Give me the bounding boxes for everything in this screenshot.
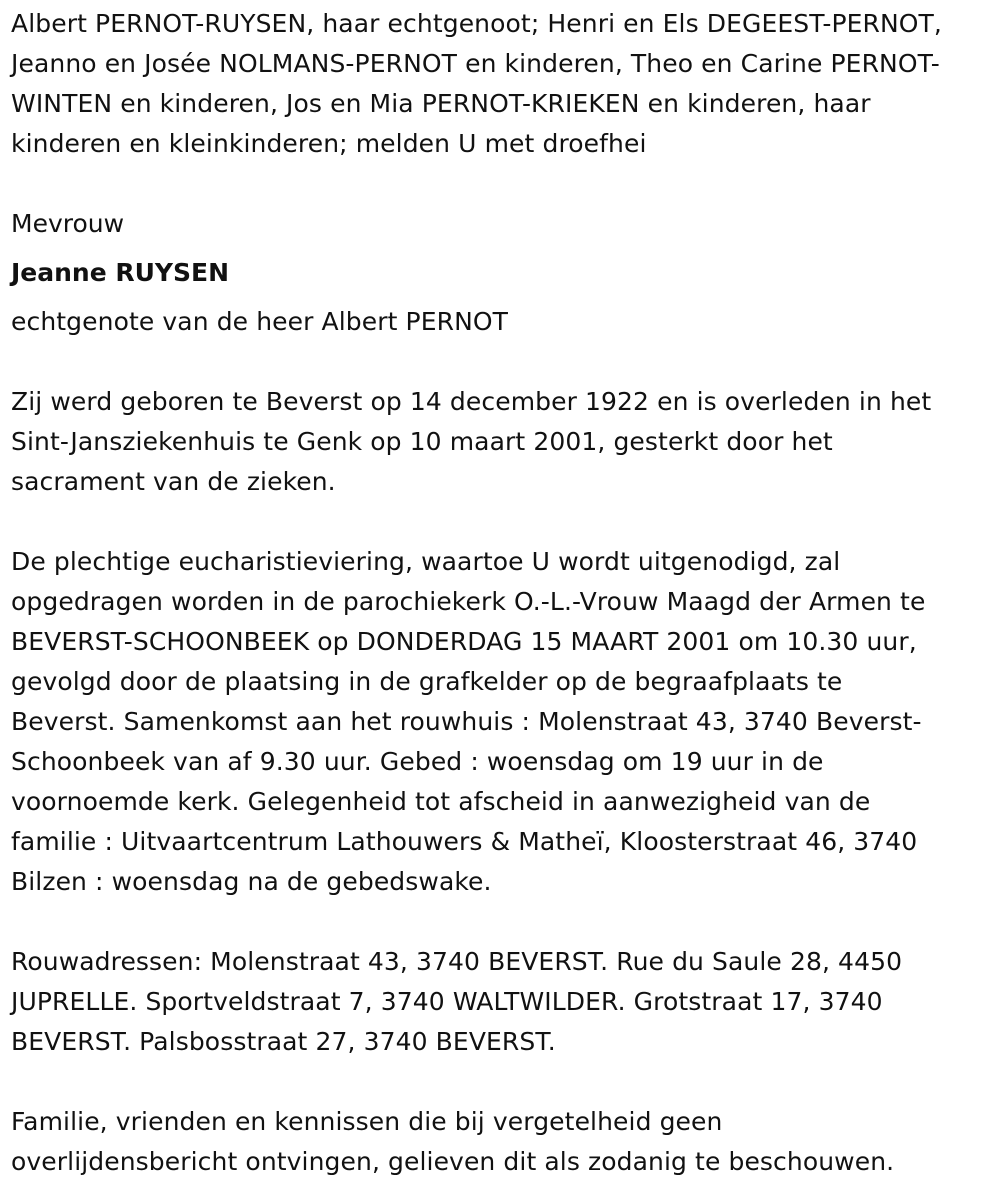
ceremony-paragraph: De plechtige eucharistieviering, waartoe U wordt uitgenodigd, zal opgedragen worden in de parochiekerk O.-L.-Vrouw Maagd der Armen te BEVERST-SCHOONBEEK op DONDERDAG 15 MAART 2001 om 10.30 uur, gevolgd door de plaatsing in de grafkelder op de begraafplaats te Beverst. Samenkomst aan het rouwhuis : Molenstraat 43, 3740 Beverst- Schoonbeek van af 9.30 uur. Gebed : woensdag om 19 uur in de voornoemde kerk. Gelegenheid tot afscheid in aanwezigheid van de familie : Uitvaartcentrum Lathouwers & Matheï, Kloosterstraat 46, 3740 Bilzen : woensdag na de gebedswake. <box>11 547 926 896</box>
spacer <box>11 342 996 382</box>
spouse-line: echtgenote van de heer Albert PERNOT <box>11 307 509 336</box>
obituary-notice <box>11 4 996 1182</box>
addresses-paragraph: Rouwadressen: Molenstraat 43, 3740 BEVERST. Rue du Saule 28, 4450 JUPRELLE. Sportveldstraat 7, 3740 WALTWILDER. Grotstraat 17, 3740 BEVERST. Palsbosstraat 27, 3740 BEVERST. <box>11 947 903 1056</box>
closing-paragraph: Familie, vrienden en kennissen die bij vergetelheid geen overlijdensbericht ontvingen, gelieven dit als zodanig te beschouwen. <box>11 1107 895 1176</box>
spacer <box>11 902 996 942</box>
spacer <box>11 502 996 542</box>
spacer <box>11 164 996 204</box>
honorific-title: Mevrouw <box>11 209 125 238</box>
deceased-name: Jeanne RUYSEN <box>11 258 230 287</box>
intro-paragraph: Albert PERNOT-RUYSEN, haar echtgenoot; Henri en Els DEGEEST-PERNOT, Jeanno en Josée NOLMANS-PERNOT en kinderen, Theo en Carine PERNOT- WINTEN en kinderen, Jos en Mia PERNOT-KRIEKEN en kinderen, haar kinderen en kleinkinderen; melden U met droefhei <box>11 9 942 158</box>
birth-death-paragraph: Zij werd geboren te Beverst op 14 december 1922 en is overleden in het Sint-Jansziekenhuis te Genk op 10 maart 2001, gesterkt door het sacrament van de zieken. <box>11 387 932 496</box>
spacer <box>11 1062 996 1102</box>
